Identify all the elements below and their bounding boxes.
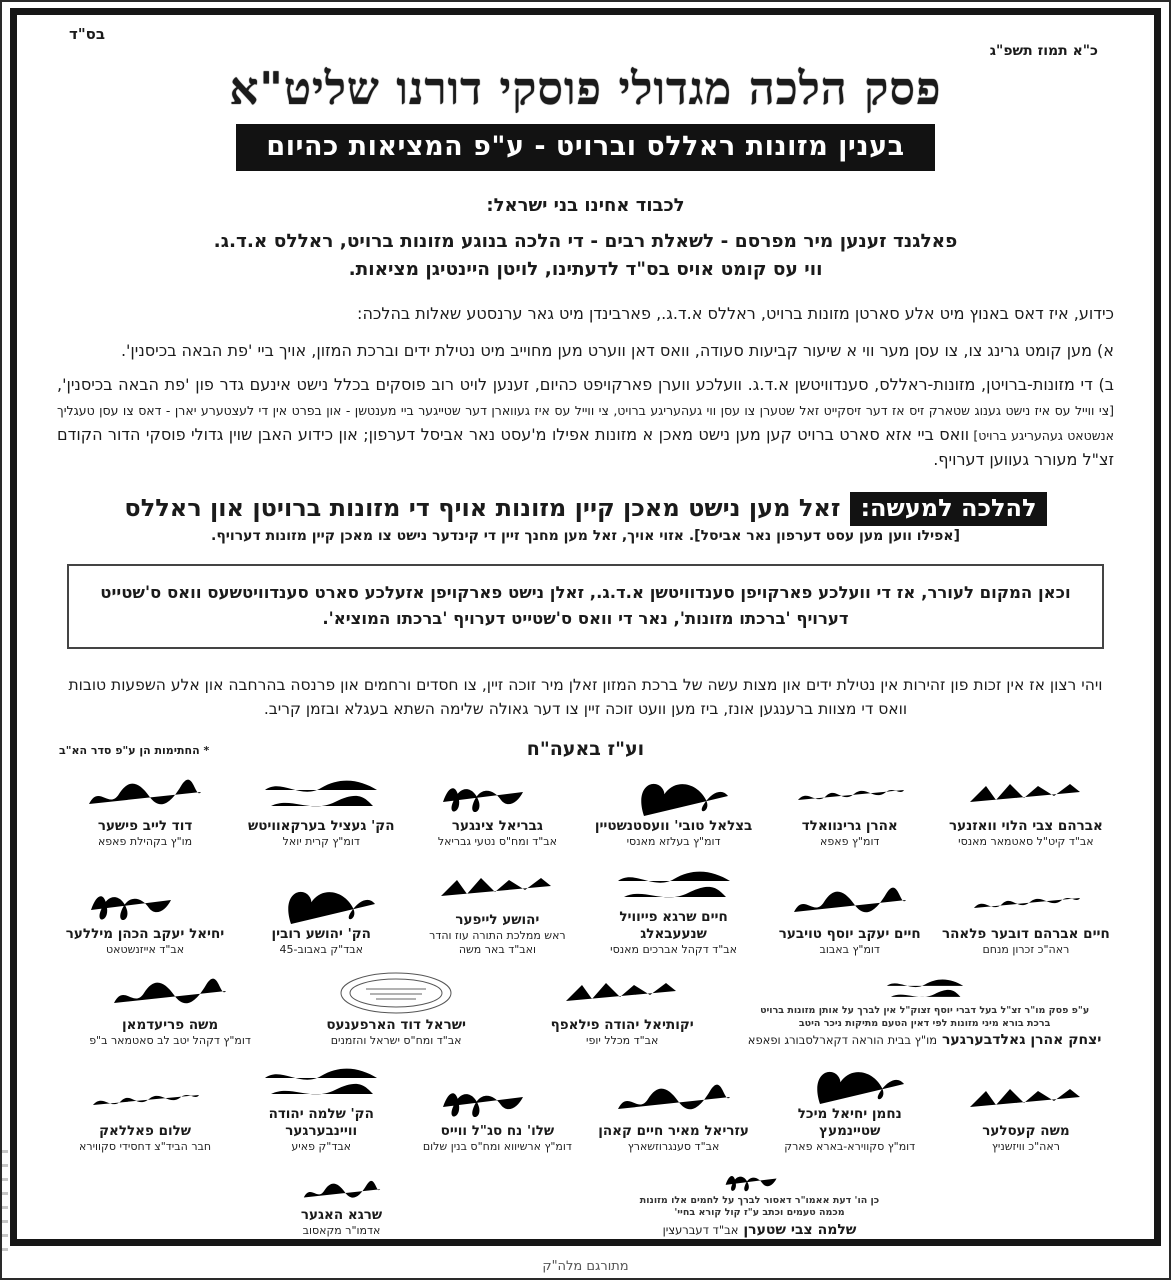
signer-name: יהושע לייפער <box>455 911 540 928</box>
ruling-label: להלכה למעשה: <box>850 492 1046 526</box>
ruling-text: זאל מען נישט מאכן קיין מזונות אויף די מזונות ברויטן און ראללס <box>124 493 841 522</box>
point-b-parenthetical: [צי ווייל עס איז נישט גענוג שטארק זיס אז דער זיסקייט זאל שטערן צו עסן ווי געהעריגע ברויט, צי ווייל עס איז געווארן דער שטייגער ביי מענטשן - און בפרט אין די לעצטערע יארן - דאס צו עסן טעגליך אנשטאט געהעריגע ברויט] <box>57 403 1114 443</box>
signer-title: אב"ד ומח"ס ישראל והזמנים <box>330 1034 462 1048</box>
signer-title: ראה"כ וויזשניץ <box>991 1140 1060 1154</box>
document-frame <box>10 8 1161 1246</box>
signer-name: הק' שלמה יהודה וויינבערגער <box>268 1106 374 1140</box>
signer-title-2: ואב"ד באר משה <box>458 943 536 957</box>
signer-westenstein <box>585 774 761 849</box>
signer-rubin <box>233 882 409 957</box>
signer-title: ראה"כ זכרון מנחם <box>982 943 1070 957</box>
signer-name: יקותיאל יהודה פילאפף <box>550 1017 694 1034</box>
signer-title: אב"ד דעברעצין <box>662 1223 739 1238</box>
signature-scribble <box>85 882 205 926</box>
signer-title: חבר הביד"צ דחסידי סקווירא <box>79 1140 212 1154</box>
signature-row-2 <box>57 865 1114 957</box>
signature-scribble <box>261 882 381 926</box>
signer-name: משה קעסלער <box>982 1123 1070 1140</box>
bsd-mark: בס"ד <box>69 25 105 43</box>
signer-name: יצחק אהרן גאלדבערגער <box>942 1032 1102 1049</box>
signature-row-5 <box>57 1167 1114 1239</box>
signer-zinger <box>409 774 585 849</box>
signer-flohr <box>938 882 1114 957</box>
signer-schneebalg <box>585 865 761 957</box>
signer-name: גבריאל צינגער <box>451 818 543 835</box>
stern-note-line-1: כן הו' דעת אאמו"ר דאסור לברך על לחמים אלו מזונות <box>639 1194 880 1206</box>
signer-wosner <box>938 774 1114 849</box>
document-title: פסק הלכה מגדולי פוסקי דורנו שליט"א <box>229 62 942 115</box>
signature-scribble <box>614 865 734 909</box>
signer-grunwald <box>762 774 938 849</box>
signature-row-3 <box>57 971 1114 1048</box>
signer-title: אדמו"ר מקאסוב <box>302 1223 381 1237</box>
signer-fisher <box>57 774 233 849</box>
ruling-line <box>57 493 1114 524</box>
signer-name: הק' יהושע רובין <box>271 926 371 943</box>
signer-name: אברהם צבי הלוי וואזנער <box>949 818 1103 835</box>
signer-harfenes <box>283 971 509 1048</box>
signer-name: שלום פאללאק <box>99 1123 192 1140</box>
signature-row-1 <box>57 774 1114 849</box>
signer-title: אב"ד מכלל יופי <box>586 1034 659 1048</box>
signature-scribble <box>966 774 1086 818</box>
alphabetical-footnote: * החתימות הן ע"פ סדר הא"ב <box>59 744 210 758</box>
signer-hager <box>228 1177 456 1238</box>
signer-name: דוד לייב פישער <box>97 818 193 835</box>
intro-line-2: ווי עס קומט אויס בס"ד לדעתינו, לויטן היינטיגן מציאות. <box>348 259 823 280</box>
blessing-paragraph: ויהי רצון אז אין זכות פון זהירות אין נטילת ידים און מצות עשה של ברכת המזון זאלן מיר זוכה זיין, צו חסדים ורחמים און פרנסה בהרחבה און אלע השפעות טובות וואס די מצוות ברענגען אונז, ביז מען וועט זוכה זיין צו דער גאולה שלימה השתא בעגלא ובזמן קריב. <box>68 675 1103 719</box>
goldberger-note-line-1: ע"פ פסק מו"ר זצ"ל בעל דברי יוסף זצוק"ל אין לברך על אותן מזונות ברויט <box>760 1004 1090 1016</box>
signer-title: ראש ממלכת התורה עוז והדר <box>429 928 566 942</box>
signer-miller <box>57 882 233 957</box>
signer-weinberger <box>233 1062 409 1154</box>
signature-scribble <box>790 774 910 818</box>
signature-row-4 <box>57 1062 1114 1154</box>
signer-name: שלמה צבי שטערן <box>743 1222 857 1239</box>
intro-line-1: פאלגנד זענען מיר מפרסם - לשאלת רבים - די הלכה בנוגע מזונות ברויט, ראללס א.ד.ג. <box>213 231 958 253</box>
signer-name: נחמן יחיאל מיכל שטיינמעץ <box>797 1106 902 1140</box>
signatures-heading: וע"ז באעה"ח <box>526 738 645 761</box>
signature-scribble <box>261 774 381 818</box>
signer-name: שרגא האגער <box>300 1206 383 1223</box>
point-b-lead: ב) די מזונות-ברויטן, מזונות-ראללס, סענדוויטשן א.ד.ג. וועלכע ווערן פארקויפט כהיום, זענען לויט רוב פוסקים בכלל נישט אינעם גדר פון 'פת הבאה בכיסנין', <box>57 375 1114 395</box>
vendor-note-box: וכאן המקום לעורר, אז די וועלכע פארקויפן סענדוויטשן א.ד.ג., זאלן נישט פארקויפן אזעלכע סארט סענדוויטשעס וואס ס'שטייט דערויף 'ברכתו מזונות', נאר די וואס ס'שטייט דערויף 'ברכתו המוציא'. <box>67 564 1104 649</box>
signer-name: משה פריעדמאן <box>121 1017 219 1034</box>
signer-name: ישראל דוד הארפענעס <box>326 1017 466 1034</box>
signer-title: דומ"ץ בעלזא מאנסי <box>626 834 721 848</box>
handwritten-note-scribble <box>865 975 985 1005</box>
signer-name: אהרן גרינוואלד <box>801 818 898 835</box>
paragraph-point-b <box>57 373 1114 472</box>
signer-title: דומ"ץ פאפא <box>820 834 880 848</box>
signer-name-line <box>580 1222 940 1238</box>
paragraph-known: כידוע, איז דאס באנוץ מיט אלע סארטן מזונות ברויט, ראללס א.ד.ג., פארבינדן מיט גאר ערנסטע שאלות בהלכה: <box>357 303 1114 323</box>
signer-pollak <box>57 1079 233 1154</box>
signer-fulop <box>509 973 735 1048</box>
signer-title: אב"ד דקהל אברכים מאנסי <box>610 943 737 957</box>
point-b-tail: וואס ביי אזא סארט ברויט קען מען נישט מאכן א מזונות אפילו מ'עסט נאר אביסל דערפון; און כידוע האבן שוין גדולי פוסקי הדור הקודם זצ"ל מעורר געווען דערויף. <box>57 424 1114 469</box>
signature-scribble <box>700 1167 820 1195</box>
signer-title: אב"ד אייזנשטאט <box>105 943 185 957</box>
signature-scribble <box>966 882 1086 926</box>
signer-title: מו"ץ בבית הוראה דקארלסבורג ופאפא <box>747 1033 938 1048</box>
paragraph-point-a: א) מען קומט גרינג צו, צו עסן מער ווי א שיעור קביעות סעודה, וואס דאן ווערט מען מחוייב מיט נטילת ידים וברכת המזון, אויך ביי 'פת הבאה בכיסנין'. <box>120 340 1114 360</box>
signer-berkowitz <box>233 774 409 849</box>
translation-note: מתורגם מלה"ק <box>542 1259 629 1274</box>
signature-scribble <box>966 1079 1086 1123</box>
signer-name: חיים אברהם דובער פלאהר <box>942 926 1110 943</box>
signer-weiss <box>409 1079 585 1154</box>
signature-scribble <box>790 882 910 926</box>
signature-scribble <box>437 868 557 912</box>
signer-friedman <box>57 973 283 1048</box>
salutation: לכבוד אחינו בני ישראל: <box>486 195 685 217</box>
signature-scribble <box>614 774 734 818</box>
signer-name: חיים שרגא פייוויל שנעעבאלג <box>619 909 728 943</box>
ruling-subnote: [אפילו ווען מען עסט דערפון נאר אביסל]. אזוי אויך, זאל מען מחנך זיין די קינדער נישט צו מאכן קיין מזונות דערויף. <box>211 527 960 544</box>
signer-title: אב"ד סענגרוזשארץ <box>627 1140 720 1154</box>
signature-scribble <box>790 1062 910 1106</box>
signer-name: חיים יעקב יוסף טויבער <box>778 926 921 943</box>
signer-steinmetz <box>762 1062 938 1154</box>
signature-scribble <box>437 774 557 818</box>
hebrew-date: כ"א תמוז תשפ"ג <box>989 43 1098 59</box>
signer-name-line <box>739 1032 1110 1048</box>
signer-title: דומ"ץ סקווירא-בארא פארק <box>784 1140 916 1154</box>
signer-name: עזריאל מאיר חיים קאהן <box>598 1123 749 1140</box>
signer-title: אבד"ק באבוב-45 <box>279 943 363 957</box>
goldberger-note-line-2: ברכת בורא מיני מזונות לפי דאין הטעם מתיקות ניכר היטב <box>798 1017 1051 1029</box>
signature-scribble <box>85 1079 205 1123</box>
signer-kessler <box>938 1079 1114 1154</box>
signature-scribble <box>562 973 682 1017</box>
signer-stern <box>576 1167 944 1239</box>
signer-title: דומ"ץ קרית יואל <box>282 834 360 848</box>
signer-goldberger <box>735 975 1114 1049</box>
signer-title: אבד"ק פאיע <box>291 1140 352 1154</box>
signer-name: שלו' נח סג"ל ווייס <box>440 1123 555 1140</box>
signer-title: דומ"ץ ארשיווא ומח"ס בנין שלום <box>422 1140 572 1154</box>
signature-scribble <box>85 774 205 818</box>
stern-note-line-2: מכמה טעמים וכתב ע"ז קול קורא בחיי' <box>674 1207 845 1219</box>
signer-title: אב"ד ומח"ס נטעי גבריאל <box>437 834 557 848</box>
signature-scribble <box>282 1177 402 1207</box>
signature-scribble <box>261 1062 381 1106</box>
signature-scribble <box>614 1079 734 1123</box>
rabbinical-stamp-icon <box>336 971 456 1015</box>
signature-scribble <box>437 1079 557 1123</box>
signer-name: יחיאל יעקב הכהן מיללער <box>65 926 225 943</box>
signer-kahn <box>585 1079 761 1154</box>
signer-tauber <box>762 882 938 957</box>
signer-leifer <box>409 868 585 957</box>
intro-paragraph <box>57 228 1114 284</box>
signature-scribble <box>110 973 230 1017</box>
subject-banner: בענין מזונות ראללס וברויט - ע"פ המציאות כהיום <box>236 124 934 171</box>
signer-title: דומ"ץ דקהל יטב לב סאטמאר ב"פ <box>89 1034 251 1048</box>
signer-name: הק' געציל בערקאוויטש <box>247 818 395 835</box>
signer-title: מו"ץ בקהילת פאפא <box>97 834 193 848</box>
signer-title: דומ"ץ באבוב <box>819 943 880 957</box>
signer-name: בצלאל טובי' וועסטנשטיין <box>594 818 753 835</box>
signer-title: אב"ד קיט"ל סאטמאר מאנסי <box>958 834 1094 848</box>
left-margin-artifact <box>2 1150 8 1260</box>
